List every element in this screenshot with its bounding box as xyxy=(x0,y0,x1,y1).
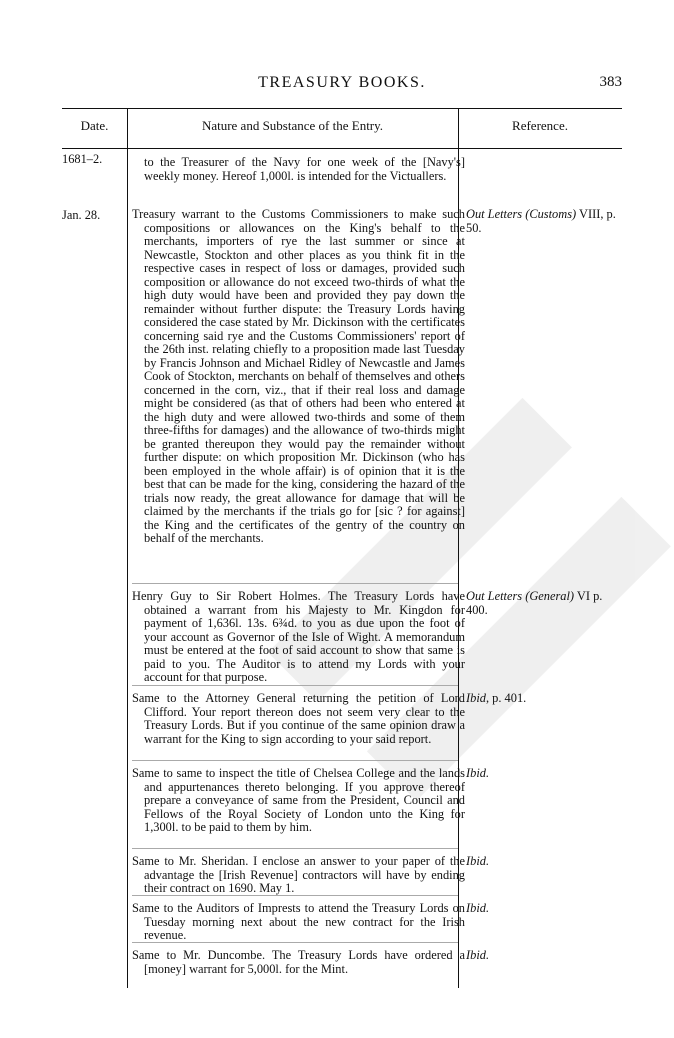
entry-separator xyxy=(132,848,458,849)
reference-source: Ibid. xyxy=(466,766,490,780)
column-header-date: Date. xyxy=(80,118,109,133)
reference-source: Out Letters (General) xyxy=(466,589,575,603)
entry-text: Henry Guy to Sir Robert Holmes. The Treasury Lords have obtained a warrant from his Majesty to Mr. Kingdon for payment of 1,636l. 13s. 6¾d. to you as due upon the foot of your account as Governor of the Isle of Wight. A memorandum must be entered at the foot of said account to show that same is paid to you. The Auditor is to attend my Lords with your account for that purpose. xyxy=(132,589,465,684)
entry-reference xyxy=(466,208,622,235)
entry-text: Treasury warrant to the Customs Commissioners to make such compositions or allowances on the King's behalf to the merchants, importers of rye the last summer or since at Newcastle, Stockton and other places as you think fit in the respective cases in respect of loss or damages, provided such composition or allowance do not exceed two-thirds of what the high duty would have been and provided they pay down the remainder without further dispute: the Treasury Lords having considered the case stated by Mr. Dickinson with the certificates concerning said rye and the Customs Commissioners' report of the 26th inst. relating chiefly to a proposition made last Tuesday by Francis Johnson and Michael Ridley of Newcastle and James Cook of Stockton, merchants on behalf of themselves and others concerned in the corn, viz., that if their real loss and damage might be considered (as that of others had been who entered at the high duty and were allowed two-thirds and some of them three-fifths for damages) and the allowance of two-thirds might be granted thereupon they would pay the remainder without further dispute: on which proposition Mr. Dickinson (who has been employed in the whole affair) is of opinion that it is the best that can be made for the king, considering the hazard of the trials now ready, the great allowance for damage that will be claimed by the merchants if the trials go for [sic ? for against] the King and the certificates of the gentry of the country on behalf of the merchants. xyxy=(132,207,465,545)
entry-reference xyxy=(466,590,622,617)
entry-text: Same to the Attorney General returning the petition of Lord Clifford. Your report thereon does not seem very clear to the Treasury Lords. But if you continue of the same opinion draw a warrant for the King to sign according to your said report. xyxy=(132,691,465,746)
top-rule xyxy=(62,108,622,109)
entry-reference xyxy=(466,902,622,916)
entry-reference xyxy=(466,692,622,706)
reference-source: Out Letters (Customs) xyxy=(466,207,577,221)
column-header-reference: Reference. xyxy=(512,118,568,133)
page-header xyxy=(62,74,622,96)
entry-date: 1681–2. xyxy=(62,152,103,166)
entry-reference xyxy=(466,855,622,869)
header-rule xyxy=(62,148,622,149)
entry-text: Same to same to inspect the title of Chelsea College and the lands and appurtenances thereto belonging. If you approve thereof prepare a conveyance of same from the President, Council and Fellows of the Royal Society of London unto the King for 1,300l. to be paid to them by him. xyxy=(132,766,465,834)
entry-text: to the Treasurer of the Navy for one week of the [Navy's] weekly money. Hereof 1,000l. is intended for the Victuallers. xyxy=(144,155,465,183)
reference-source: Ibid. xyxy=(466,948,490,962)
column-divider xyxy=(127,108,128,988)
entry-separator xyxy=(132,760,458,761)
column-header-nature: Nature and Substance of the Entry. xyxy=(201,118,384,133)
reference-source: Ibid. xyxy=(466,854,490,868)
reference-source: Ibid xyxy=(466,691,486,705)
entry-separator xyxy=(132,942,458,943)
reference-detail: , p. 401. xyxy=(485,691,527,705)
page-number: 383 xyxy=(599,74,622,90)
entry-text: Same to Mr. Sheridan. I enclose an answer to your paper of the advantage the [Irish Revenue] contractors will have by ending their contract on 1690. May 1. xyxy=(132,854,465,895)
reference-detail: VI p. 400. xyxy=(466,589,603,617)
reference-source: Ibid. xyxy=(466,901,490,915)
reference-detail: VIII, p. 50. xyxy=(466,207,616,235)
entry-date: Jan. 28. xyxy=(62,208,101,222)
entry-separator xyxy=(132,583,458,584)
entry-reference xyxy=(466,767,622,781)
entry-reference xyxy=(466,949,622,963)
entry-separator xyxy=(132,685,458,686)
entry-text: Same to Mr. Duncombe. The Treasury Lords have ordered a [money] warrant for 5,000l. for the Mint. xyxy=(132,948,465,976)
entries-table xyxy=(62,108,622,988)
running-title: TREASURY BOOKS. xyxy=(258,74,426,91)
entry-separator xyxy=(132,895,458,896)
entry-text: Same to the Auditors of Imprests to attend the Treasury Lords on Tuesday morning next about the new contract for the Irish revenue. xyxy=(132,901,465,942)
